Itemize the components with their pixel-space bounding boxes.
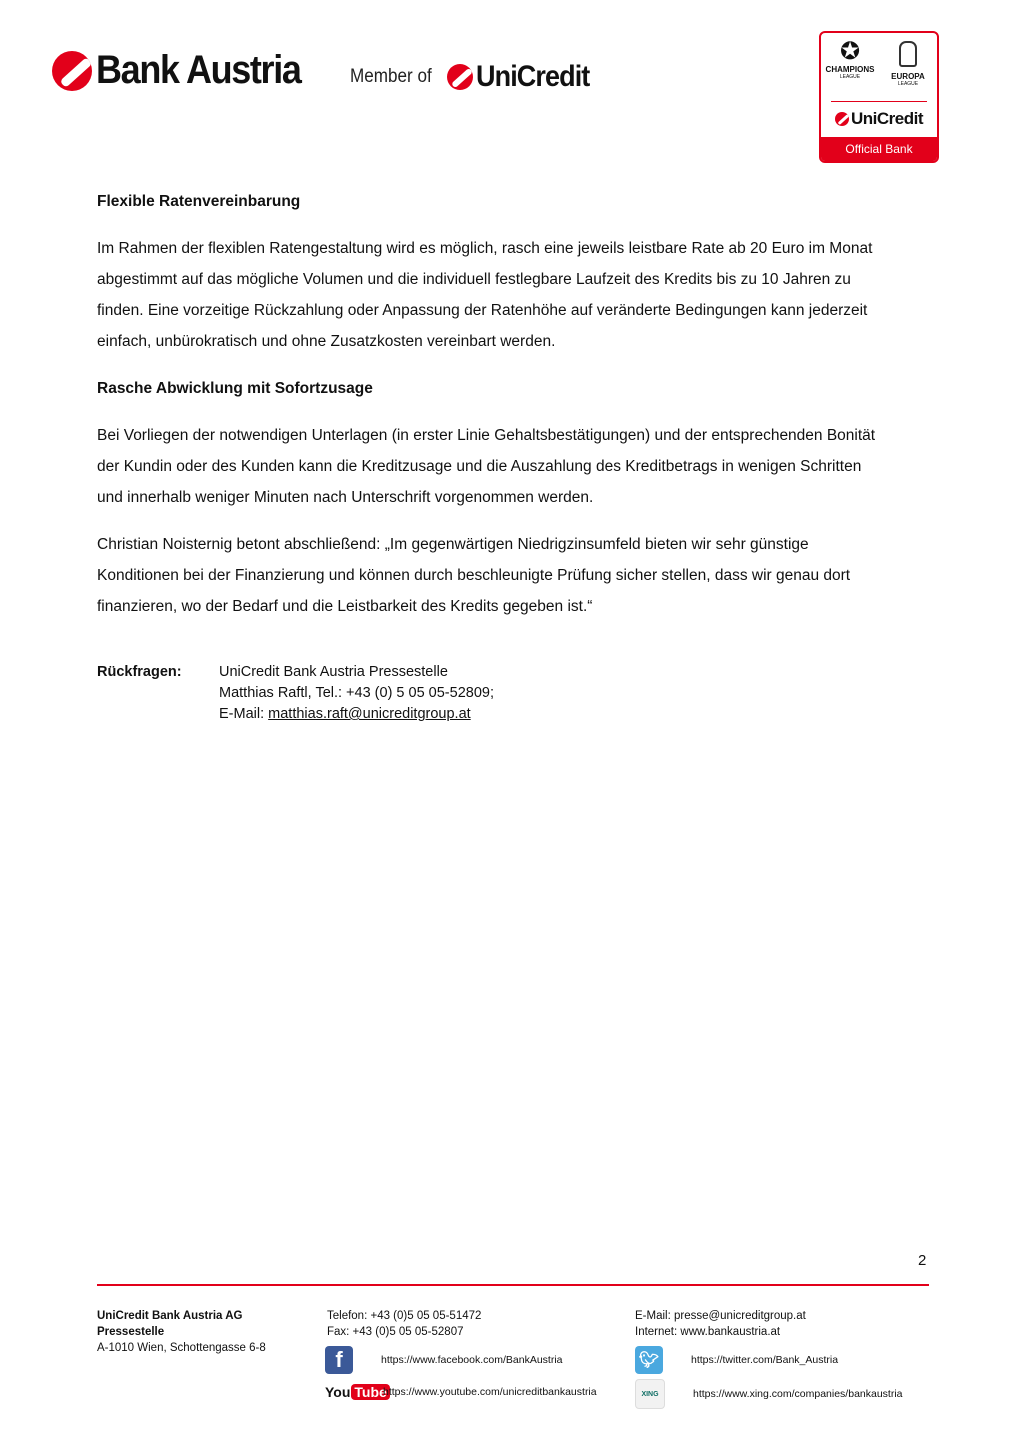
official-bank-label: Official Bank [821, 137, 937, 161]
paragraph-line: finden. Eine vorzeitige Rückzahlung oder Anpassung der Ratenhöhe auf veränderte Bedingungen kann jederzeit [97, 302, 868, 319]
footer-email [635, 1308, 806, 1340]
facebook-icon: f [325, 1346, 353, 1374]
badge-divider [831, 101, 927, 102]
xing-link-row[interactable] [635, 1379, 903, 1409]
trophy-icon [899, 41, 917, 67]
contact-email-line: E-Mail: matthias.raft@unicreditgroup.at [219, 706, 471, 722]
twitter-icon: 🐦︎ [635, 1346, 663, 1374]
quote-line: Christian Noisternig betont abschließend: „Im gegenwärtigen Niedrigzinsumfeld bieten wir sehr günstige [97, 536, 809, 553]
starball-icon: ✪ [839, 38, 861, 65]
youtube-icon: You Tube [325, 1381, 375, 1403]
brand-name: Bank Austria [96, 48, 301, 92]
quote-line: finanzieren, wo der Bedarf und die Leistbarkeit des Kredits gegeben ist.“ [97, 598, 593, 615]
contact-email-link[interactable]: matthias.raft@unicreditgroup.at [268, 706, 471, 722]
quote-line: Konditionen bei der Finanzierung und können durch beschleunigte Prüfung sicher stellen, dass wir genau dort [97, 567, 851, 584]
footer-email-link[interactable]: E-Mail: presse@unicreditgroup.at [635, 1310, 806, 1322]
footer-phone: Telefon: +43 (0)5 05 05-51472 Fax: +43 (0)5 05 05-52807 [327, 1310, 482, 1338]
parent-brand-name: UniCredit [475, 60, 590, 93]
unicredit-mark-icon [447, 64, 473, 90]
official-bank-badge [819, 31, 939, 163]
paragraph-line: Im Rahmen der flexiblen Ratengestaltung wird es möglich, rasch eine jeweils leistbare Rate ab 20 Euro im Monat [97, 240, 873, 257]
youtube-url[interactable]: https://www.youtube.com/unicreditbankaustria [383, 1386, 597, 1398]
youtube-link-row[interactable] [325, 1381, 597, 1403]
facebook-link-row[interactable] [325, 1346, 563, 1374]
footer-address: UniCredit Bank Austria AG Pressestelle A-1010 Wien, Schottengasse 6-8 [97, 1310, 266, 1354]
section-heading: Flexible Ratenvereinbarung [97, 193, 301, 210]
paragraph-line: der Kundin oder des Kunden kann die Kreditzusage und die Auszahlung des Kreditbetrags in wenigen Schritten [97, 458, 862, 475]
paragraph-line: abgestimmt auf das mögliche Volumen und die individuell festlegbare Laufzeit des Kredits bis zu 10 Jahren zu [97, 271, 851, 288]
twitter-link-row[interactable] [635, 1346, 838, 1374]
paragraph-line: einfach, unbürokratisch und ohne Zusatzkosten vereinbart werden. [97, 333, 556, 350]
xing-url[interactable]: https://www.xing.com/companies/bankaustria [693, 1388, 903, 1400]
xing-icon: XING [635, 1379, 665, 1409]
twitter-url[interactable]: https://twitter.com/Bank_Austria [691, 1354, 839, 1366]
contact-line: Matthias Raftl, Tel.: +43 (0) 5 05 05-52809; [219, 685, 494, 701]
paragraph-line: und innerhalb weniger Minuten nach Unterschrift vorgenommen werden. [97, 489, 594, 506]
section-heading: Rasche Abwicklung mit Sofortzusage [97, 380, 373, 397]
paragraph-line: Bei Vorliegen der notwendigen Unterlagen (in erster Linie Gehaltsbestätigungen) und der entsprechenden Bonität [97, 427, 876, 444]
document-body [97, 186, 942, 622]
member-of-unicredit [350, 60, 602, 94]
page-number: 2 [918, 1252, 927, 1269]
unicredit-mark-icon [835, 112, 849, 126]
europa-league-logo: EUROPA LEAGUE [882, 39, 934, 95]
champions-league-logo: ✪ CHAMPIONS LEAGUE [825, 38, 875, 80]
badge-unicredit-logo: UniCredit [821, 109, 937, 129]
bank-austria-logo [52, 48, 323, 93]
contact-label: Rückfragen: [97, 664, 182, 680]
contact-line: UniCredit Bank Austria Pressestelle [219, 664, 448, 680]
unicredit-mark-icon [52, 51, 92, 91]
member-of-label: Member of [350, 66, 432, 87]
footer-internet-link[interactable]: Internet: www.bankaustria.at [635, 1326, 781, 1338]
footer-divider [97, 1284, 929, 1286]
facebook-url[interactable]: https://www.facebook.com/BankAustria [381, 1354, 563, 1366]
